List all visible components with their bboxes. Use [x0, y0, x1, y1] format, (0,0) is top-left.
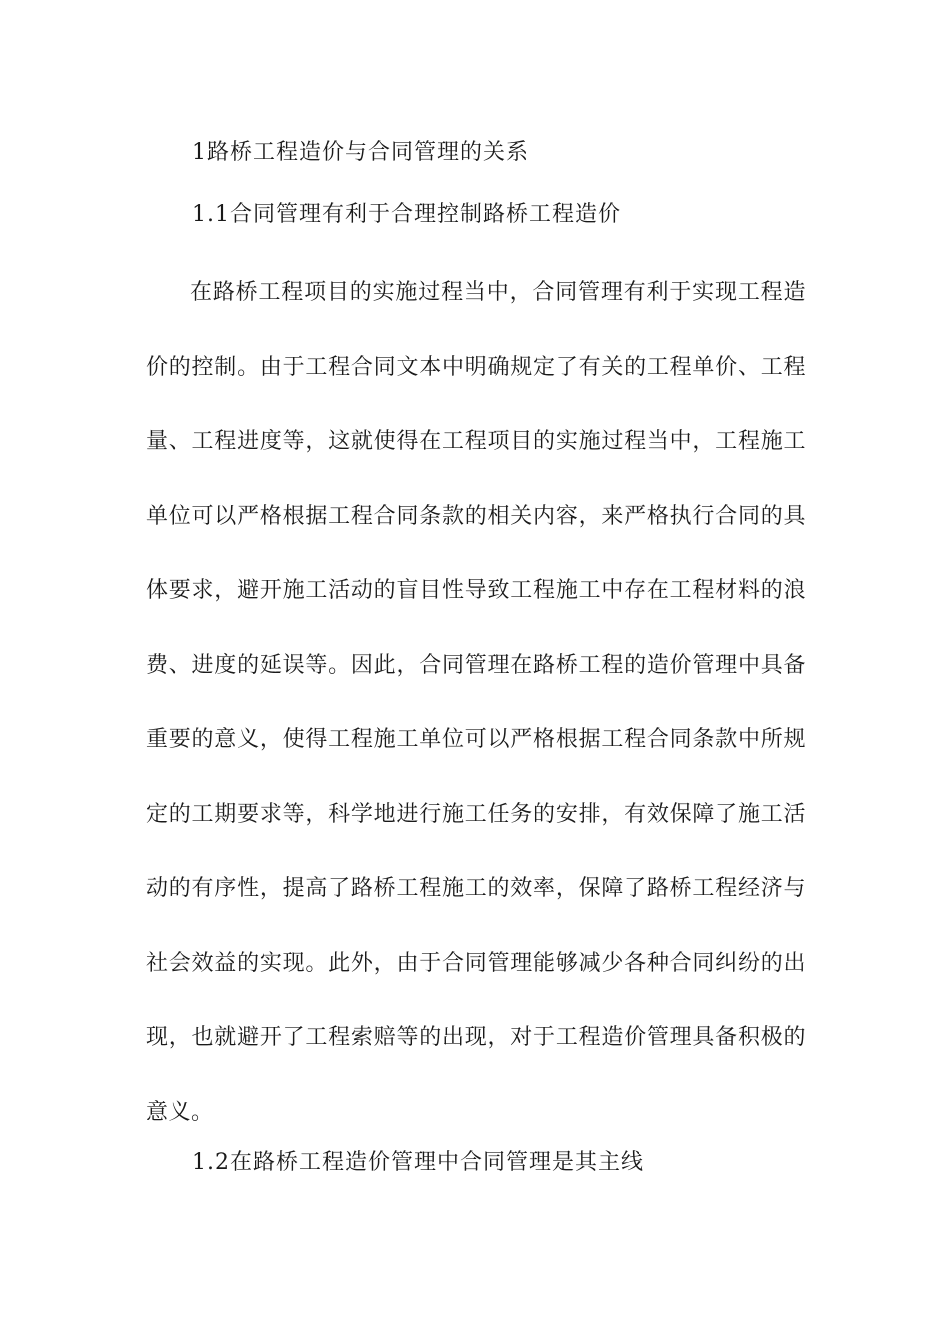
body-paragraph: 在路桥工程项目的实施过程当中，合同管理有利于实现工程造价的控制。由于工程合同文本中明确规定了有关的工程单价、工程量、工程进度等，这就使得在工程项目的实施过程当中，工程施工单位可以严格根据工程合同条款的相关内容，来严格执行合同的具体要求，避开施工活动的盲目性导致工程施工中存在工程材料的浪费、进度的延误等。因此，合同管理在路桥工程的造价管理中具备重要的意义，使得工程施工单位可以严格根据工程合同条款中所规定的工期要求等，科学地进行施工任务的安排，有效保障了施工活动的有序性，提高了路桥工程施工的效率，保障了路桥工程经济与社会效益的实现。此外，由于合同管理能够减少各种合同纠纷的出现，也就避开了工程索赔等的出现，对于工程造价管理具备积极的意义。 — [146, 280, 806, 1125]
subsection-heading-1-2: 1.2在路桥工程造价管理中合同管理是其主线 — [192, 1150, 644, 1175]
section-heading-1: 1路桥工程造价与合同管理的关系 — [192, 140, 529, 165]
subsection-heading-1-1: 1.1合同管理有利于合理控制路桥工程造价 — [192, 202, 621, 227]
